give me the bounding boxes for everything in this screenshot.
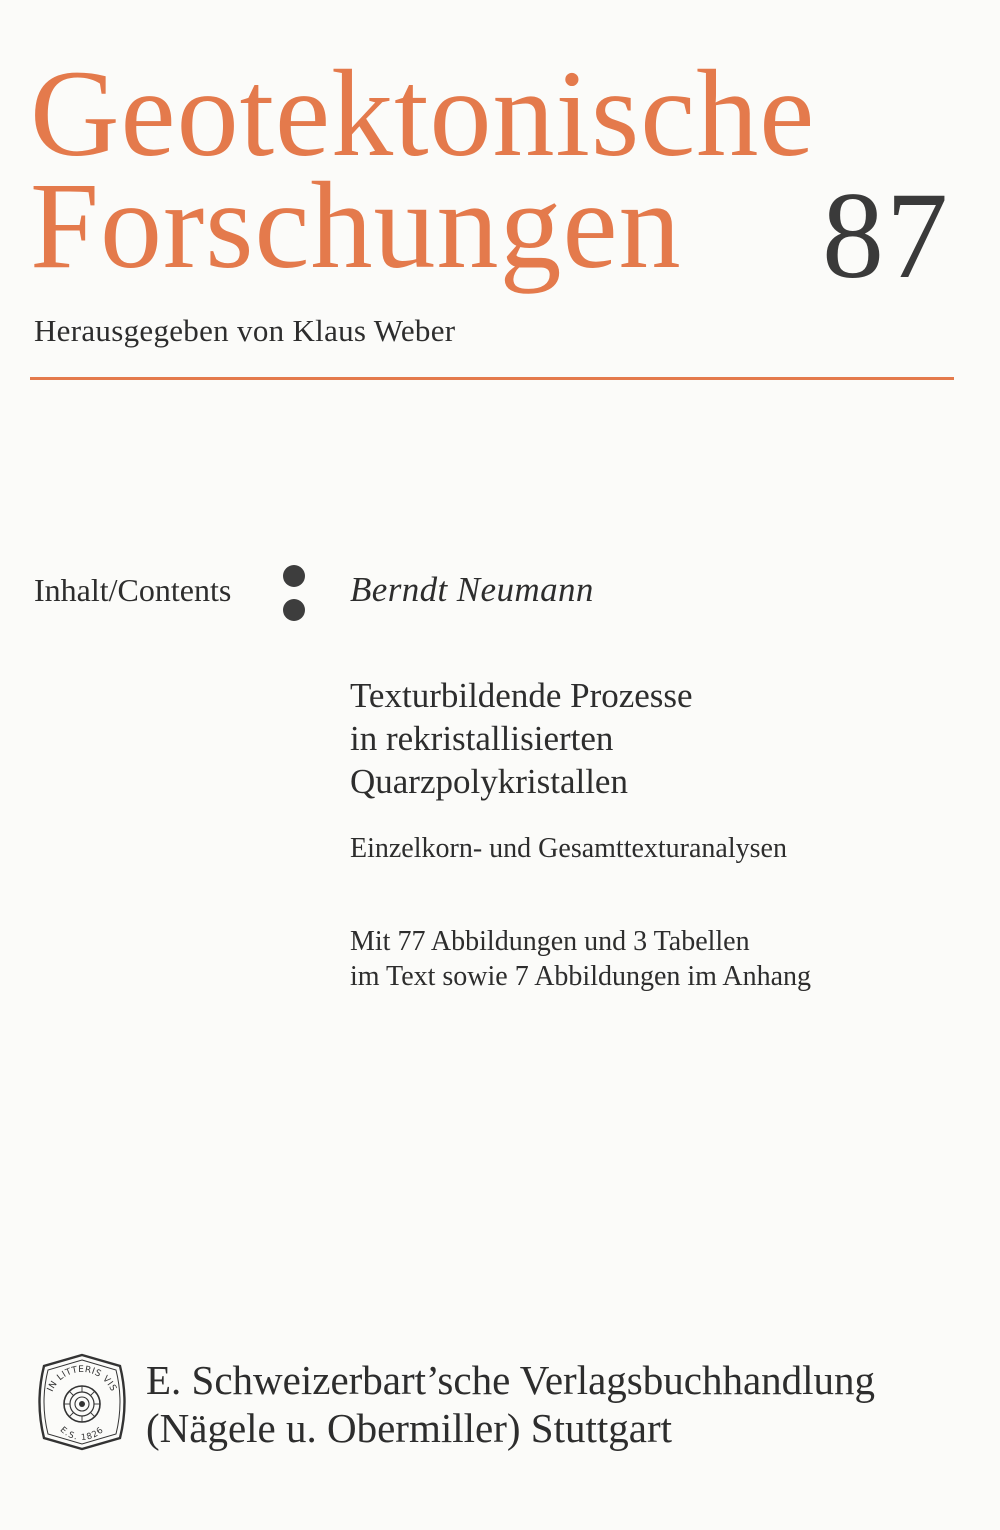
publisher-seal-icon	[32, 1352, 132, 1452]
book-subtitle: Einzelkorn- und Gesamttexturanalysen	[350, 833, 787, 864]
dot-icon	[283, 565, 305, 587]
seal-text-bottom: E.S. 1826	[57, 1425, 107, 1444]
illustration-notes	[350, 924, 811, 994]
contents-label: Inhalt/Contents	[34, 572, 232, 608]
illustration-note-line: Mit 77 Abbildungen und 3 Tabellen	[350, 926, 750, 957]
editor-line: Herausgegeben von Klaus Weber	[34, 313, 456, 348]
author-name: Berndt Neumann	[350, 570, 594, 609]
series-title	[30, 45, 816, 294]
series-title-line-1: Geotektonische	[30, 45, 816, 182]
book-title-line: Quarzpolykristallen	[350, 762, 628, 801]
book-title	[350, 674, 693, 803]
publisher	[146, 1356, 875, 1452]
series-title-line-2: Forschungen	[30, 157, 682, 294]
dot-icon	[283, 599, 305, 621]
publisher-name: E. Schweizerbart’sche Verlagsbuchhandlung	[146, 1357, 876, 1403]
volume-number: 87	[822, 167, 950, 304]
illustration-note-line: im Text sowie 7 Abbildungen im Anhang	[350, 961, 812, 992]
book-title-line: Texturbildende Prozesse	[350, 676, 693, 715]
book-title-line: in rekristallisierten	[350, 719, 614, 758]
header-divider	[30, 377, 954, 380]
publisher-location: (Nägele u. Obermiller) Stuttgart	[146, 1405, 672, 1451]
colon-dots-icon	[283, 565, 307, 623]
svg-text:E.S. 1826	[58, 1425, 106, 1443]
seal-text-top: IN LITTERIS VIS	[45, 1364, 119, 1394]
